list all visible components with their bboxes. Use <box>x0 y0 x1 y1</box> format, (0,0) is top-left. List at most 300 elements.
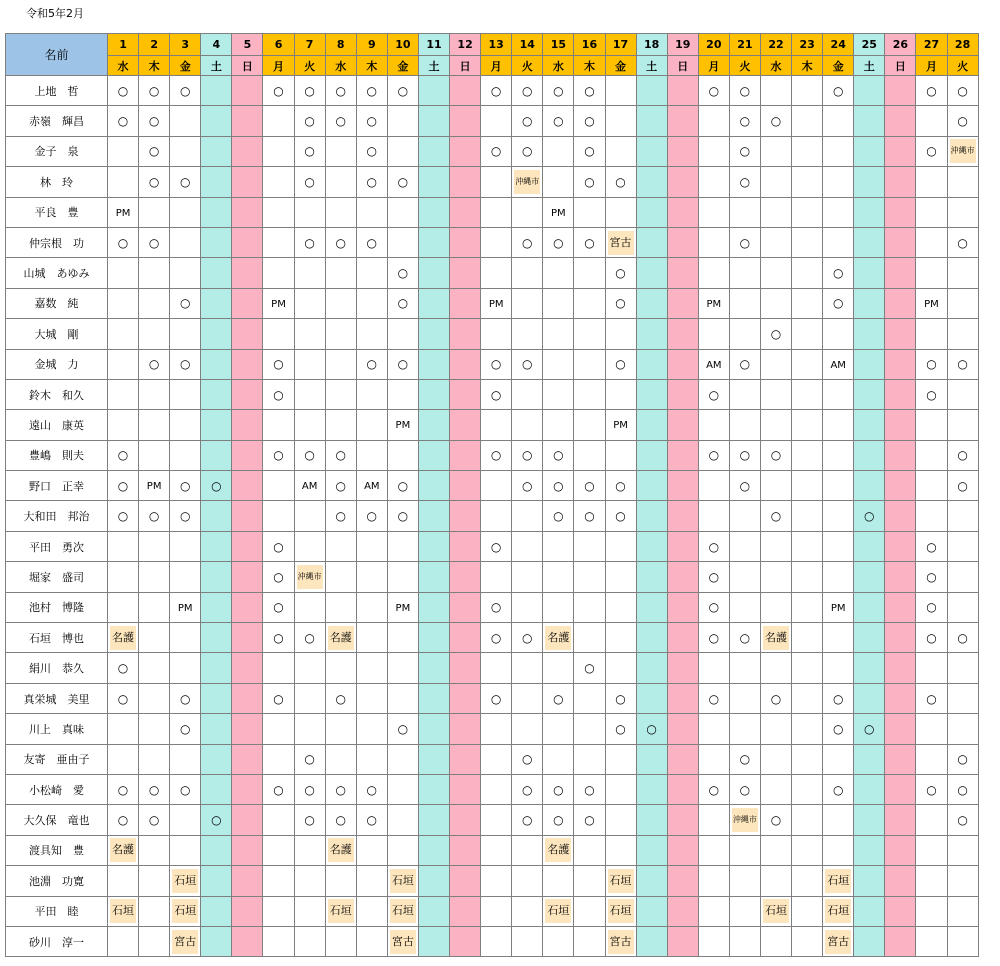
schedule-cell[interactable] <box>108 653 139 683</box>
schedule-cell[interactable] <box>325 106 356 136</box>
schedule-cell[interactable] <box>294 197 325 227</box>
schedule-cell[interactable] <box>263 744 294 774</box>
schedule-cell[interactable] <box>387 744 418 774</box>
schedule-cell[interactable] <box>201 410 232 440</box>
schedule-cell[interactable] <box>543 379 574 409</box>
schedule-cell[interactable] <box>232 774 263 804</box>
schedule-cell[interactable] <box>667 683 698 713</box>
schedule-cell[interactable] <box>543 258 574 288</box>
schedule-cell[interactable] <box>947 501 978 531</box>
schedule-cell[interactable] <box>947 197 978 227</box>
schedule-cell[interactable] <box>760 501 791 531</box>
schedule-cell[interactable] <box>387 227 418 257</box>
schedule-cell[interactable] <box>418 136 449 166</box>
schedule-cell[interactable] <box>418 562 449 592</box>
schedule-cell[interactable] <box>823 227 854 257</box>
schedule-cell[interactable] <box>729 805 760 835</box>
schedule-cell[interactable] <box>729 167 760 197</box>
schedule-cell[interactable] <box>543 501 574 531</box>
schedule-cell[interactable] <box>201 258 232 288</box>
schedule-cell[interactable] <box>294 714 325 744</box>
schedule-cell[interactable] <box>698 349 729 379</box>
schedule-cell[interactable] <box>854 744 885 774</box>
schedule-cell[interactable] <box>667 227 698 257</box>
schedule-cell[interactable] <box>418 410 449 440</box>
schedule-cell[interactable] <box>792 926 823 956</box>
schedule-cell[interactable] <box>854 623 885 653</box>
schedule-cell[interactable] <box>481 623 512 653</box>
schedule-cell[interactable] <box>947 896 978 926</box>
schedule-cell[interactable] <box>356 76 387 106</box>
schedule-cell[interactable] <box>387 440 418 470</box>
schedule-cell[interactable] <box>512 744 543 774</box>
schedule-cell[interactable] <box>512 835 543 865</box>
schedule-cell[interactable] <box>792 106 823 136</box>
schedule-cell[interactable] <box>636 76 667 106</box>
schedule-cell[interactable] <box>667 744 698 774</box>
schedule-cell[interactable] <box>201 683 232 713</box>
schedule-cell[interactable] <box>916 106 947 136</box>
schedule-cell[interactable] <box>636 379 667 409</box>
schedule-cell[interactable] <box>201 167 232 197</box>
schedule-cell[interactable] <box>170 531 201 561</box>
schedule-cell[interactable] <box>512 197 543 227</box>
schedule-cell[interactable] <box>170 714 201 744</box>
schedule-cell[interactable] <box>574 744 605 774</box>
schedule-cell[interactable] <box>605 866 636 896</box>
schedule-cell[interactable] <box>139 623 170 653</box>
schedule-cell[interactable] <box>108 288 139 318</box>
schedule-cell[interactable] <box>947 714 978 744</box>
schedule-cell[interactable] <box>263 592 294 622</box>
schedule-cell[interactable] <box>792 76 823 106</box>
schedule-cell[interactable] <box>263 714 294 744</box>
schedule-cell[interactable] <box>760 592 791 622</box>
schedule-cell[interactable] <box>792 349 823 379</box>
schedule-cell[interactable] <box>294 866 325 896</box>
schedule-cell[interactable] <box>792 258 823 288</box>
schedule-cell[interactable] <box>885 774 916 804</box>
schedule-cell[interactable] <box>263 926 294 956</box>
schedule-cell[interactable] <box>605 805 636 835</box>
schedule-cell[interactable] <box>667 106 698 136</box>
schedule-cell[interactable] <box>698 501 729 531</box>
schedule-cell[interactable] <box>294 349 325 379</box>
schedule-cell[interactable] <box>108 501 139 531</box>
schedule-cell[interactable] <box>418 714 449 744</box>
schedule-cell[interactable] <box>605 835 636 865</box>
schedule-cell[interactable] <box>481 258 512 288</box>
schedule-cell[interactable] <box>854 349 885 379</box>
schedule-cell[interactable] <box>792 136 823 166</box>
schedule-cell[interactable] <box>885 349 916 379</box>
schedule-cell[interactable] <box>543 440 574 470</box>
schedule-cell[interactable] <box>792 592 823 622</box>
schedule-cell[interactable] <box>232 805 263 835</box>
schedule-cell[interactable] <box>760 835 791 865</box>
schedule-cell[interactable] <box>760 683 791 713</box>
schedule-cell[interactable] <box>170 379 201 409</box>
schedule-cell[interactable] <box>139 744 170 774</box>
schedule-cell[interactable] <box>543 76 574 106</box>
schedule-cell[interactable] <box>885 714 916 744</box>
schedule-cell[interactable] <box>947 592 978 622</box>
schedule-cell[interactable] <box>854 288 885 318</box>
schedule-cell[interactable] <box>294 896 325 926</box>
schedule-cell[interactable] <box>698 410 729 440</box>
schedule-cell[interactable] <box>916 866 947 896</box>
schedule-cell[interactable] <box>263 379 294 409</box>
schedule-cell[interactable] <box>232 410 263 440</box>
schedule-cell[interactable] <box>170 197 201 227</box>
schedule-cell[interactable] <box>916 774 947 804</box>
schedule-cell[interactable] <box>481 805 512 835</box>
schedule-cell[interactable] <box>760 106 791 136</box>
schedule-cell[interactable] <box>387 562 418 592</box>
schedule-cell[interactable] <box>605 136 636 166</box>
schedule-cell[interactable] <box>170 319 201 349</box>
schedule-cell[interactable] <box>885 744 916 774</box>
schedule-cell[interactable] <box>574 683 605 713</box>
schedule-cell[interactable] <box>201 136 232 166</box>
schedule-cell[interactable] <box>543 106 574 136</box>
schedule-cell[interactable] <box>387 106 418 136</box>
schedule-cell[interactable] <box>294 379 325 409</box>
schedule-cell[interactable] <box>667 531 698 561</box>
schedule-cell[interactable] <box>947 805 978 835</box>
schedule-cell[interactable] <box>729 410 760 440</box>
schedule-cell[interactable] <box>854 319 885 349</box>
schedule-cell[interactable] <box>792 683 823 713</box>
schedule-cell[interactable] <box>263 106 294 136</box>
schedule-cell[interactable] <box>760 197 791 227</box>
schedule-cell[interactable] <box>636 531 667 561</box>
schedule-cell[interactable] <box>139 835 170 865</box>
schedule-cell[interactable] <box>201 288 232 318</box>
schedule-cell[interactable] <box>387 288 418 318</box>
schedule-cell[interactable] <box>481 501 512 531</box>
schedule-cell[interactable] <box>232 744 263 774</box>
schedule-cell[interactable] <box>108 623 139 653</box>
schedule-cell[interactable] <box>232 926 263 956</box>
schedule-cell[interactable] <box>232 288 263 318</box>
schedule-cell[interactable] <box>512 896 543 926</box>
schedule-cell[interactable] <box>108 136 139 166</box>
schedule-cell[interactable] <box>325 136 356 166</box>
schedule-cell[interactable] <box>108 683 139 713</box>
schedule-cell[interactable] <box>667 471 698 501</box>
schedule-cell[interactable] <box>605 531 636 561</box>
schedule-cell[interactable] <box>481 197 512 227</box>
schedule-cell[interactable] <box>201 592 232 622</box>
schedule-cell[interactable] <box>108 471 139 501</box>
schedule-cell[interactable] <box>823 349 854 379</box>
schedule-cell[interactable] <box>698 197 729 227</box>
schedule-cell[interactable] <box>356 623 387 653</box>
schedule-cell[interactable] <box>232 896 263 926</box>
schedule-cell[interactable] <box>170 106 201 136</box>
schedule-cell[interactable] <box>574 805 605 835</box>
schedule-cell[interactable] <box>667 258 698 288</box>
schedule-cell[interactable] <box>387 76 418 106</box>
schedule-cell[interactable] <box>885 440 916 470</box>
schedule-cell[interactable] <box>823 531 854 561</box>
schedule-cell[interactable] <box>760 562 791 592</box>
schedule-cell[interactable] <box>543 866 574 896</box>
schedule-cell[interactable] <box>387 501 418 531</box>
schedule-cell[interactable] <box>854 471 885 501</box>
schedule-cell[interactable] <box>854 136 885 166</box>
schedule-cell[interactable] <box>512 774 543 804</box>
schedule-cell[interactable] <box>356 106 387 136</box>
schedule-cell[interactable] <box>418 926 449 956</box>
schedule-cell[interactable] <box>729 501 760 531</box>
schedule-cell[interactable] <box>760 288 791 318</box>
schedule-cell[interactable] <box>512 471 543 501</box>
schedule-cell[interactable] <box>450 653 481 683</box>
schedule-cell[interactable] <box>418 227 449 257</box>
schedule-cell[interactable] <box>760 379 791 409</box>
schedule-cell[interactable] <box>263 774 294 804</box>
schedule-cell[interactable] <box>792 835 823 865</box>
schedule-cell[interactable] <box>916 440 947 470</box>
schedule-cell[interactable] <box>760 349 791 379</box>
schedule-cell[interactable] <box>201 774 232 804</box>
schedule-cell[interactable] <box>916 197 947 227</box>
schedule-cell[interactable] <box>387 714 418 744</box>
schedule-cell[interactable] <box>698 744 729 774</box>
schedule-cell[interactable] <box>263 167 294 197</box>
schedule-cell[interactable] <box>729 106 760 136</box>
schedule-cell[interactable] <box>232 562 263 592</box>
schedule-cell[interactable] <box>512 76 543 106</box>
schedule-cell[interactable] <box>387 623 418 653</box>
schedule-cell[interactable] <box>760 167 791 197</box>
schedule-cell[interactable] <box>605 592 636 622</box>
schedule-cell[interactable] <box>574 562 605 592</box>
schedule-cell[interactable] <box>201 471 232 501</box>
schedule-cell[interactable] <box>885 805 916 835</box>
schedule-cell[interactable] <box>947 349 978 379</box>
schedule-cell[interactable] <box>854 197 885 227</box>
schedule-cell[interactable] <box>729 592 760 622</box>
schedule-cell[interactable] <box>294 835 325 865</box>
schedule-cell[interactable] <box>201 106 232 136</box>
schedule-cell[interactable] <box>605 896 636 926</box>
schedule-cell[interactable] <box>667 653 698 683</box>
schedule-cell[interactable] <box>698 774 729 804</box>
schedule-cell[interactable] <box>512 288 543 318</box>
schedule-cell[interactable] <box>450 410 481 440</box>
schedule-cell[interactable] <box>729 319 760 349</box>
schedule-cell[interactable] <box>574 440 605 470</box>
schedule-cell[interactable] <box>760 896 791 926</box>
schedule-cell[interactable] <box>481 866 512 896</box>
schedule-cell[interactable] <box>481 471 512 501</box>
schedule-cell[interactable] <box>418 258 449 288</box>
schedule-cell[interactable] <box>481 349 512 379</box>
schedule-cell[interactable] <box>139 653 170 683</box>
schedule-cell[interactable] <box>916 896 947 926</box>
schedule-cell[interactable] <box>294 774 325 804</box>
schedule-cell[interactable] <box>108 592 139 622</box>
schedule-cell[interactable] <box>605 623 636 653</box>
schedule-cell[interactable] <box>947 926 978 956</box>
schedule-cell[interactable] <box>947 866 978 896</box>
schedule-cell[interactable] <box>418 501 449 531</box>
schedule-cell[interactable] <box>481 136 512 166</box>
schedule-cell[interactable] <box>356 227 387 257</box>
schedule-cell[interactable] <box>418 744 449 774</box>
schedule-cell[interactable] <box>232 592 263 622</box>
schedule-cell[interactable] <box>387 471 418 501</box>
schedule-cell[interactable] <box>294 683 325 713</box>
schedule-cell[interactable] <box>698 379 729 409</box>
schedule-cell[interactable] <box>263 227 294 257</box>
schedule-cell[interactable] <box>356 592 387 622</box>
schedule-cell[interactable] <box>792 288 823 318</box>
schedule-cell[interactable] <box>263 319 294 349</box>
schedule-cell[interactable] <box>450 440 481 470</box>
schedule-cell[interactable] <box>450 623 481 653</box>
schedule-cell[interactable] <box>885 288 916 318</box>
schedule-cell[interactable] <box>636 501 667 531</box>
schedule-cell[interactable] <box>450 501 481 531</box>
schedule-cell[interactable] <box>418 896 449 926</box>
schedule-cell[interactable] <box>139 410 170 440</box>
schedule-cell[interactable] <box>605 562 636 592</box>
schedule-cell[interactable] <box>450 288 481 318</box>
schedule-cell[interactable] <box>325 835 356 865</box>
schedule-cell[interactable] <box>543 896 574 926</box>
schedule-cell[interactable] <box>294 926 325 956</box>
schedule-cell[interactable] <box>450 531 481 561</box>
schedule-cell[interactable] <box>636 106 667 136</box>
schedule-cell[interactable] <box>729 531 760 561</box>
schedule-cell[interactable] <box>823 744 854 774</box>
schedule-cell[interactable] <box>512 926 543 956</box>
schedule-cell[interactable] <box>543 562 574 592</box>
schedule-cell[interactable] <box>947 653 978 683</box>
schedule-cell[interactable] <box>947 623 978 653</box>
schedule-cell[interactable] <box>387 258 418 288</box>
schedule-cell[interactable] <box>356 653 387 683</box>
schedule-cell[interactable] <box>698 531 729 561</box>
schedule-cell[interactable] <box>108 835 139 865</box>
schedule-cell[interactable] <box>263 623 294 653</box>
schedule-cell[interactable] <box>574 714 605 744</box>
schedule-cell[interactable] <box>947 410 978 440</box>
schedule-cell[interactable] <box>574 167 605 197</box>
schedule-cell[interactable] <box>294 136 325 166</box>
schedule-cell[interactable] <box>201 623 232 653</box>
schedule-cell[interactable] <box>450 379 481 409</box>
schedule-cell[interactable] <box>201 744 232 774</box>
schedule-cell[interactable] <box>636 258 667 288</box>
schedule-cell[interactable] <box>356 136 387 166</box>
schedule-cell[interactable] <box>201 896 232 926</box>
schedule-cell[interactable] <box>636 562 667 592</box>
schedule-cell[interactable] <box>667 835 698 865</box>
schedule-cell[interactable] <box>698 805 729 835</box>
schedule-cell[interactable] <box>636 714 667 744</box>
schedule-cell[interactable] <box>792 653 823 683</box>
schedule-cell[interactable] <box>139 440 170 470</box>
schedule-cell[interactable] <box>698 106 729 136</box>
schedule-cell[interactable] <box>418 471 449 501</box>
schedule-cell[interactable] <box>294 258 325 288</box>
schedule-cell[interactable] <box>512 562 543 592</box>
schedule-cell[interactable] <box>574 471 605 501</box>
schedule-cell[interactable] <box>387 774 418 804</box>
schedule-cell[interactable] <box>139 379 170 409</box>
schedule-cell[interactable] <box>450 835 481 865</box>
schedule-cell[interactable] <box>916 926 947 956</box>
schedule-cell[interactable] <box>325 379 356 409</box>
schedule-cell[interactable] <box>667 896 698 926</box>
schedule-cell[interactable] <box>481 774 512 804</box>
schedule-cell[interactable] <box>512 866 543 896</box>
schedule-cell[interactable] <box>512 319 543 349</box>
schedule-cell[interactable] <box>729 471 760 501</box>
schedule-cell[interactable] <box>543 744 574 774</box>
schedule-cell[interactable] <box>263 258 294 288</box>
schedule-cell[interactable] <box>139 896 170 926</box>
schedule-cell[interactable] <box>574 349 605 379</box>
schedule-cell[interactable] <box>263 683 294 713</box>
schedule-cell[interactable] <box>263 410 294 440</box>
schedule-cell[interactable] <box>170 440 201 470</box>
schedule-cell[interactable] <box>760 76 791 106</box>
schedule-cell[interactable] <box>636 683 667 713</box>
schedule-cell[interactable] <box>605 197 636 227</box>
schedule-cell[interactable] <box>760 866 791 896</box>
schedule-cell[interactable] <box>139 227 170 257</box>
schedule-cell[interactable] <box>263 835 294 865</box>
schedule-cell[interactable] <box>729 774 760 804</box>
schedule-cell[interactable] <box>512 592 543 622</box>
schedule-cell[interactable] <box>792 471 823 501</box>
schedule-cell[interactable] <box>387 592 418 622</box>
schedule-cell[interactable] <box>387 379 418 409</box>
schedule-cell[interactable] <box>605 410 636 440</box>
schedule-cell[interactable] <box>325 440 356 470</box>
schedule-cell[interactable] <box>729 349 760 379</box>
schedule-cell[interactable] <box>667 562 698 592</box>
schedule-cell[interactable] <box>450 471 481 501</box>
schedule-cell[interactable] <box>885 592 916 622</box>
schedule-cell[interactable] <box>512 349 543 379</box>
schedule-cell[interactable] <box>170 227 201 257</box>
schedule-cell[interactable] <box>356 805 387 835</box>
schedule-cell[interactable] <box>450 136 481 166</box>
schedule-cell[interactable] <box>574 319 605 349</box>
schedule-cell[interactable] <box>294 288 325 318</box>
schedule-cell[interactable] <box>636 866 667 896</box>
schedule-cell[interactable] <box>543 410 574 440</box>
schedule-cell[interactable] <box>947 683 978 713</box>
schedule-cell[interactable] <box>667 349 698 379</box>
schedule-cell[interactable] <box>387 167 418 197</box>
schedule-cell[interactable] <box>170 288 201 318</box>
schedule-cell[interactable] <box>356 410 387 440</box>
schedule-cell[interactable] <box>605 258 636 288</box>
schedule-cell[interactable] <box>356 896 387 926</box>
schedule-cell[interactable] <box>947 835 978 865</box>
schedule-cell[interactable] <box>325 714 356 744</box>
schedule-cell[interactable] <box>418 440 449 470</box>
schedule-cell[interactable] <box>605 106 636 136</box>
